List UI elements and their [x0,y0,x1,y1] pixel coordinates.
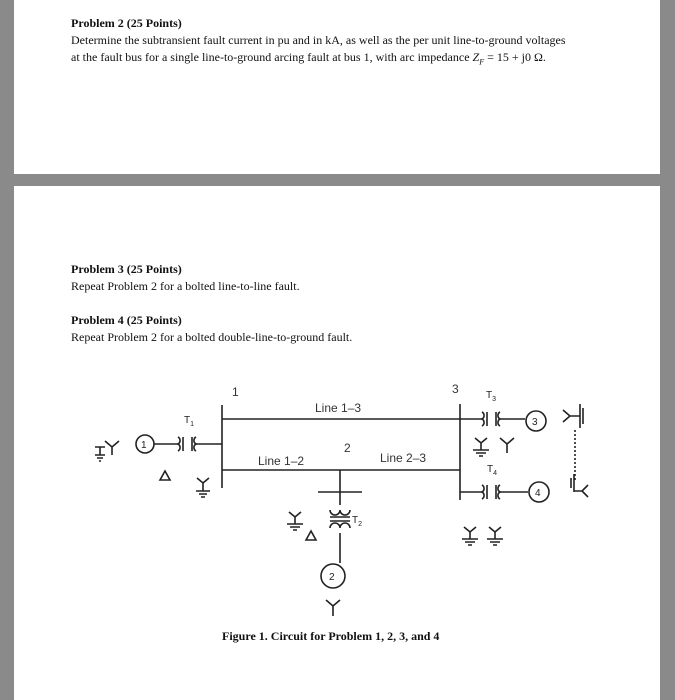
t2-delta-icon [306,531,316,540]
t4-wye-ground-icon-1 [462,527,478,545]
bus-2-label: 2 [344,441,351,455]
line-2-3-label: Line 2–3 [380,451,427,465]
generator-3-label: 3 [532,417,538,428]
t1-label: $T_1$ [184,415,195,428]
t3-wye-icon [500,438,514,453]
t1-secondary-coil [194,437,196,451]
line-1-2-label: Line 1–2 [258,454,305,468]
figure-caption: Figure 1. Circuit for Problem 1, 2, 3, and 4 [222,629,440,643]
gen4-wye-icon [574,485,588,497]
problem-3-text: Repeat Problem 2 for a bolted line-to-line fault. [71,279,300,293]
t1-delta-icon [160,471,170,480]
t4-wye-ground-icon-2 [487,527,503,545]
bus-1-label: 1 [232,385,239,399]
t2-wye-ground-icon [287,512,303,530]
gen1-wye [105,441,119,455]
t2-primary-coil [330,510,350,515]
t3-label: $T_3$ [486,390,497,403]
bus-3-label: 3 [452,382,459,396]
problem-2-line-1: Determine the subtransient fault current in pu and in kA, as well as the per unit line-to-ground voltages [71,33,566,47]
problem-2-title: Problem 2 (25 Points) [71,16,182,30]
arc-impedance-symbol: Z [472,50,480,64]
arc-impedance-subscript: F [479,57,485,67]
line-1-3-label: Line 1–3 [315,401,362,415]
gen1-ground-icon [95,447,105,461]
gen3-wye-icon [563,410,580,422]
page-2 [14,186,660,700]
generator-4-label: 4 [535,488,541,499]
problem-4-title: Problem 4 (25 Points) [71,313,182,327]
t2-secondary-coil [330,523,350,528]
t3-wye-ground-icon [473,438,489,456]
gen2-wye-icon [326,600,340,616]
generator-1-label: 1 [141,440,147,451]
problem-2-line-2-prefix: at the fault bus for a single line-to-ground arcing fault at bus 1, with arc impedance [71,50,473,64]
t1-primary-coil [178,437,180,451]
generator-2-label: 2 [329,572,335,583]
problem-3-title: Problem 3 (25 Points) [71,262,182,276]
t4-label: $T_4$ [487,464,498,477]
t1-wye-ground-icon [196,478,210,497]
arc-impedance-value: = 15 + j0 Ω. [484,50,546,64]
problem-4-text: Repeat Problem 2 for a bolted double-line-to-ground fault. [71,330,353,344]
t2-label: $T_2$ [352,515,363,528]
